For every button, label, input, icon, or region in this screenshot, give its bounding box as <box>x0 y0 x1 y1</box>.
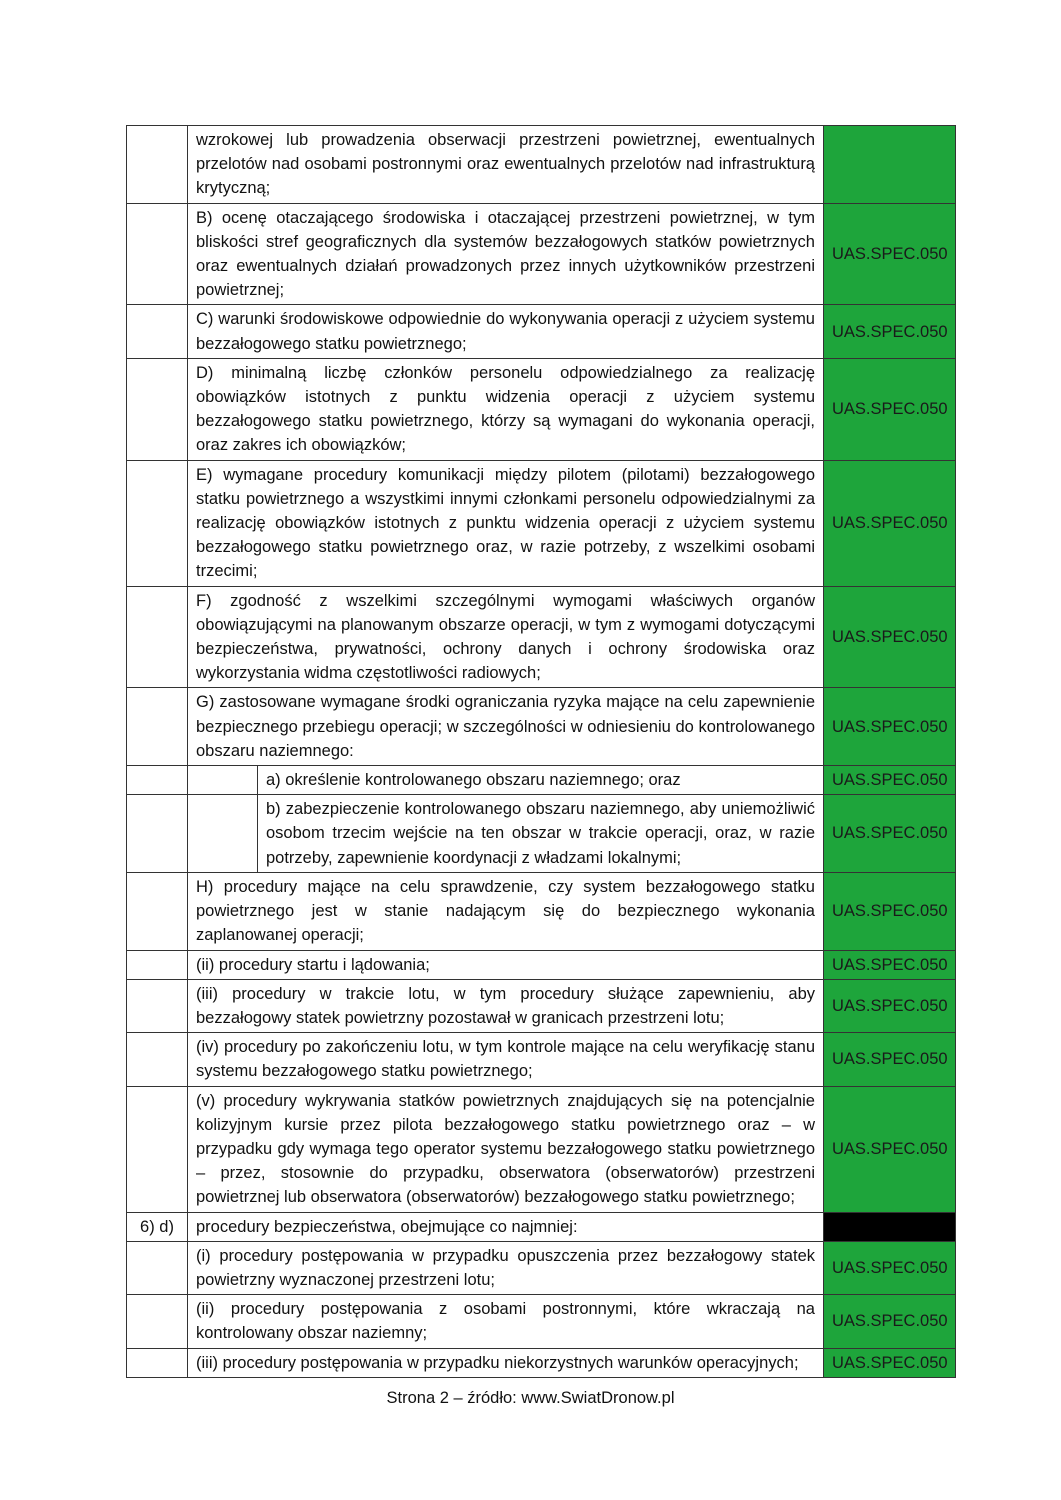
table-row <box>127 1295 956 1348</box>
row-number-cell <box>127 795 188 873</box>
requirement-text-cell: B) ocenę otaczającego środowiska i otaczającej przestrzeni powietrznej, w tym bliskości stref geograficznych dla systemów bezzałogowych statków powietrznych oraz ewentualnych działań prowadzonych przez innych użytkowników przestrzeni powietrznej; <box>188 203 824 305</box>
table-row <box>127 305 956 358</box>
spec-code-cell: UAS.SPEC.050 <box>824 766 956 795</box>
row-number-cell <box>127 586 188 688</box>
requirement-text-cell: (iii) procedury w trakcie lotu, w tym procedury służące zapewnieniu, aby bezzałogowy statek powietrzny pozostawał w granicach przestrzeni lotu; <box>188 979 824 1032</box>
spec-code-cell <box>824 126 956 204</box>
table-row <box>127 460 956 586</box>
requirement-text-cell: wzrokowej lub prowadzenia obserwacji przestrzeni powietrznej, ewentualnych przelotów nad osobami postronnymi oraz ewentualnych przelotów nad infrastrukturą krytyczną; <box>188 126 824 204</box>
requirement-text-cell: H) procedury mające na celu sprawdzenie, czy system bezzałogowego statku powietrznego jest w stanie nadającym się do bezpiecznego wykonania zaplanowanej operacji; <box>188 872 824 950</box>
spec-code-cell: UAS.SPEC.050 <box>824 203 956 305</box>
spec-code-cell: UAS.SPEC.050 <box>824 795 956 873</box>
row-number-cell <box>127 872 188 950</box>
row-number-cell <box>127 1348 188 1377</box>
spec-code-cell: UAS.SPEC.050 <box>824 1348 956 1377</box>
row-number-cell <box>127 1295 188 1348</box>
row-number-cell <box>127 1241 188 1294</box>
spec-code-cell: UAS.SPEC.050 <box>824 586 956 688</box>
row-number-cell <box>127 460 188 586</box>
spec-code-cell: UAS.SPEC.050 <box>824 950 956 979</box>
row-number-cell: 6) d) <box>127 1212 188 1241</box>
requirement-text-cell: C) warunki środowiskowe odpowiednie do wykonywania operacji z użyciem systemu bezzałogowego statku powietrznego; <box>188 305 824 358</box>
table-row <box>127 586 956 688</box>
table-row <box>127 1241 956 1294</box>
requirement-text-cell: (ii) procedury postępowania z osobami postronnymi, które wkraczają na kontrolowany obszar naziemny; <box>188 1295 824 1348</box>
requirement-text-cell: (iv) procedury po zakończeniu lotu, w tym kontrole mające na celu weryfikację stanu systemu bezzałogowego statku powietrznego; <box>188 1033 824 1086</box>
indent-cell <box>188 766 258 795</box>
row-number-cell <box>127 305 188 358</box>
row-number-cell <box>127 979 188 1032</box>
spec-code-cell: UAS.SPEC.050 <box>824 1295 956 1348</box>
table-row <box>127 126 956 204</box>
row-number-cell <box>127 766 188 795</box>
requirement-text-cell: G) zastosowane wymagane środki ograniczania ryzyka mające na celu zapewnienie bezpiecznego przebiegu operacji; w szczególności w odniesieniu do kontrolowanego obszaru naziemnego: <box>188 688 824 766</box>
row-number-cell <box>127 1086 188 1212</box>
spec-code-cell: UAS.SPEC.050 <box>824 358 956 460</box>
requirement-text-cell: D) minimalną liczbę członków personelu odpowiedzialnego za realizację obowiązków istotnych z punktu widzenia operacji z użyciem systemu bezzałogowego statku powietrznego, którzy są wymagani do wykonania operacji, oraz zakres ich obowiązków; <box>188 358 824 460</box>
table-row <box>127 795 956 873</box>
requirement-text-cell: (iii) procedury postępowania w przypadku niekorzystnych warunków operacyjnych; <box>188 1348 824 1377</box>
requirement-text-cell: (i) procedury postępowania w przypadku opuszczenia przez bezzałogowy statek powietrzny wyznaczonej przestrzeni lotu; <box>188 1241 824 1294</box>
table-row <box>127 203 956 305</box>
row-number-cell <box>127 688 188 766</box>
requirement-text-cell: b) zabezpieczenie kontrolowanego obszaru naziemnego, aby uniemożliwić osobom trzecim wejście na ten obszar w trakcie operacji, oraz, w razie potrzeby, zapewnienie koordynacji z władzami lokalnymi; <box>258 795 824 873</box>
row-number-cell <box>127 203 188 305</box>
table-row <box>127 358 956 460</box>
spec-code-cell: UAS.SPEC.050 <box>824 305 956 358</box>
requirement-text-cell: (v) procedury wykrywania statków powietrznych znajdujących się na potencjalnie kolizyjnym kursie przez pilota bezzałogowego statku powietrznego oraz – w przypadku gdy wymaga tego operator systemu bezzałogowego statku powietrznego – przez, stosownie do przypadku, obserwatora (obserwatorów) przestrzeni powietrznej lub obserwatora (obserwatorów) bezzałogowego statku powietrznego; <box>188 1086 824 1212</box>
requirement-text-cell: F) zgodność z wszelkimi szczególnymi wymogami właściwych organów obowiązującymi na planowanym obszarze operacji, w tym z wymogami dotyczącymi bezpieczeństwa, prywatności, ochrony danych i ochrony środowiska oraz wykorzystania widma częstotliwości radiowych; <box>188 586 824 688</box>
requirement-text-cell: a) określenie kontrolowanego obszaru naziemnego; oraz <box>258 766 824 795</box>
spec-code-cell: UAS.SPEC.050 <box>824 1033 956 1086</box>
table-row <box>127 766 956 795</box>
table-row <box>127 1086 956 1212</box>
black-marker-cell <box>824 1212 956 1241</box>
table-row <box>127 872 956 950</box>
row-number-cell <box>127 126 188 204</box>
table-row <box>127 950 956 979</box>
table-row <box>127 1348 956 1377</box>
row-number-cell <box>127 950 188 979</box>
spec-code-cell: UAS.SPEC.050 <box>824 460 956 586</box>
requirement-text-cell: E) wymagane procedury komunikacji między pilotem (pilotami) bezzałogowego statku powietrznego a wszystkimi innymi członkami personelu odpowiedzialnymi za realizację obowiązków istotnych z punktu widzenia operacji z użyciem systemu bezzałogowego statku powietrznego oraz, w razie potrzeby, z wszelkimi osobami trzecimi; <box>188 460 824 586</box>
spec-code-cell: UAS.SPEC.050 <box>824 979 956 1032</box>
indent-cell <box>188 795 258 873</box>
requirement-text-cell: (ii) procedury startu i lądowania; <box>188 950 824 979</box>
table-row <box>127 979 956 1032</box>
spec-code-cell: UAS.SPEC.050 <box>824 872 956 950</box>
table-row <box>127 1212 956 1241</box>
requirements-table <box>126 125 956 1378</box>
row-number-cell <box>127 358 188 460</box>
spec-code-cell: UAS.SPEC.050 <box>824 1086 956 1212</box>
table-row <box>127 688 956 766</box>
spec-code-cell: UAS.SPEC.050 <box>824 688 956 766</box>
page-footer: Strona 2 – źródło: www.SwiatDronow.pl <box>386 1389 675 1407</box>
row-number-cell <box>127 1033 188 1086</box>
table-body <box>127 126 956 1378</box>
requirement-text-cell: procedury bezpieczeństwa, obejmujące co najmniej: <box>188 1212 824 1241</box>
table-row <box>127 1033 956 1086</box>
spec-code-cell: UAS.SPEC.050 <box>824 1241 956 1294</box>
